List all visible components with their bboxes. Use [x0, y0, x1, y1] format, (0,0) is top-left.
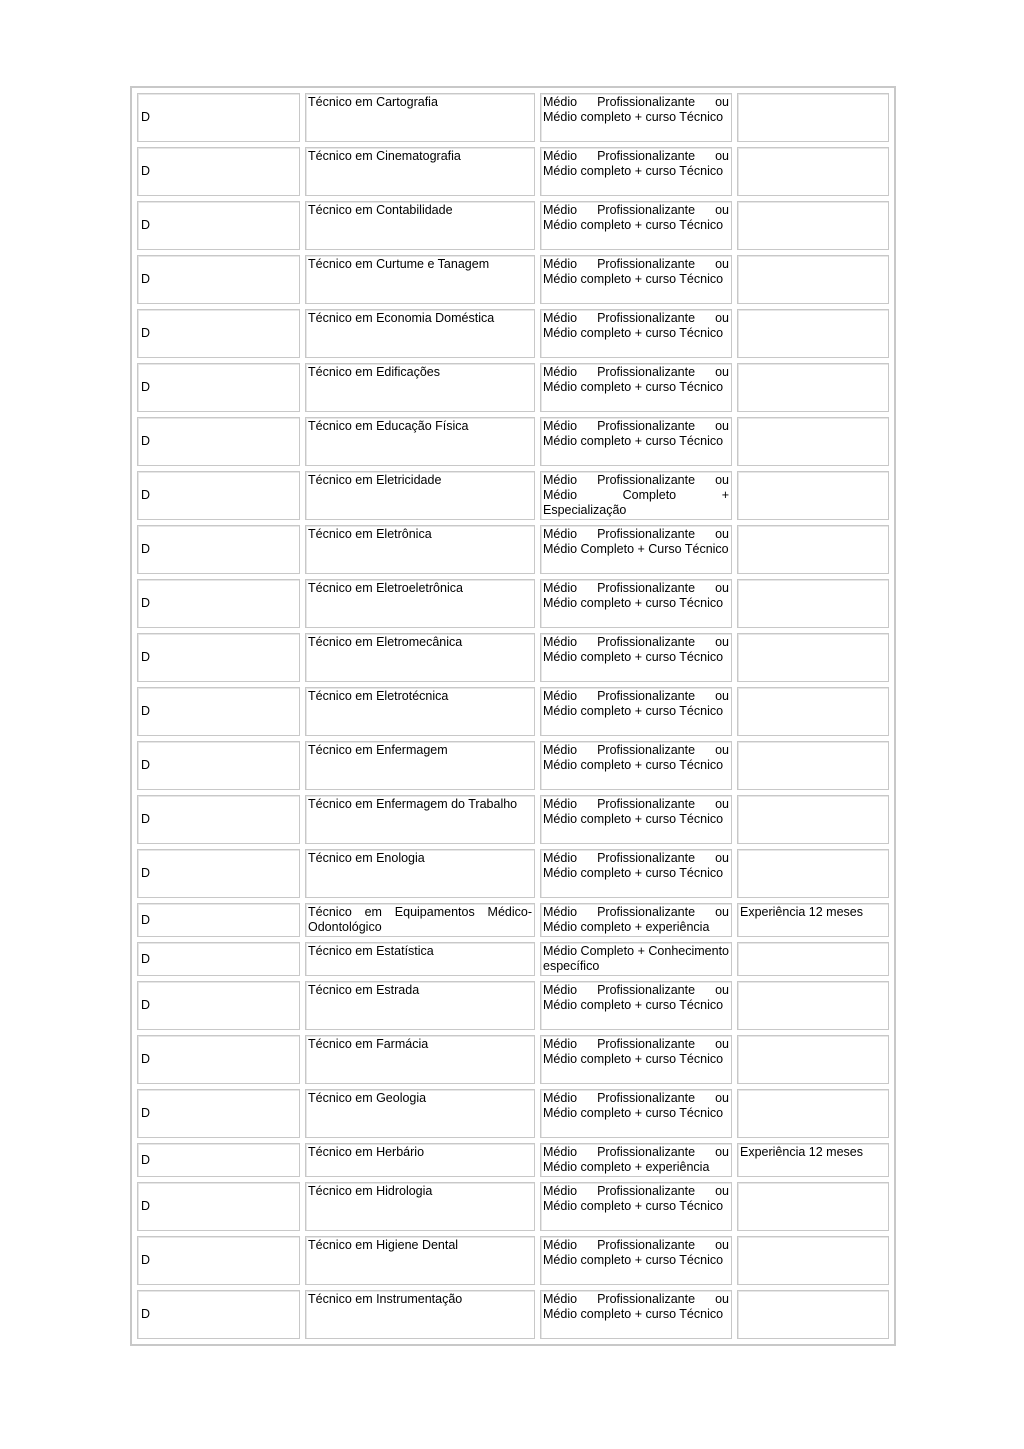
- level-cell: D: [137, 849, 300, 898]
- table-row: [137, 903, 889, 937]
- table-row: [137, 1236, 889, 1285]
- requirement-cell: Médio Profissionalizante ou Médio Completo + Especialização: [540, 471, 732, 520]
- level-cell: D: [137, 93, 300, 142]
- experience-cell: [737, 633, 889, 682]
- course-name-cell: Técnico em Hidrologia: [305, 1182, 535, 1231]
- requirement-cell: Médio Profissionalizante ou Médio completo + experiência: [540, 1143, 732, 1177]
- requirement-cell: Médio Profissionalizante ou Médio completo + curso Técnico: [540, 633, 732, 682]
- course-name-cell: Técnico em Eletromecânica: [305, 633, 535, 682]
- course-name-cell: Técnico em Herbário: [305, 1143, 535, 1177]
- experience-cell: [737, 471, 889, 520]
- experience-cell: [737, 363, 889, 412]
- table-row: [137, 201, 889, 250]
- positions-table: [130, 86, 896, 1346]
- table-row: [137, 525, 889, 574]
- table-row: [137, 795, 889, 844]
- course-name-cell: Técnico em Estrada: [305, 981, 535, 1030]
- level-cell: D: [137, 201, 300, 250]
- course-name-cell: Técnico em Eletroeletrônica: [305, 579, 535, 628]
- level-cell: D: [137, 795, 300, 844]
- table-row: [137, 147, 889, 196]
- requirement-cell: Médio Profissionalizante ou Médio completo + curso Técnico: [540, 363, 732, 412]
- level-cell: D: [137, 1182, 300, 1231]
- experience-cell: [737, 795, 889, 844]
- course-name-cell: Técnico em Higiene Dental: [305, 1236, 535, 1285]
- course-name-cell: Técnico em Instrumentação: [305, 1290, 535, 1339]
- level-cell: D: [137, 981, 300, 1030]
- course-name-cell: Técnico em Enfermagem: [305, 741, 535, 790]
- requirement-cell: Médio Profissionalizante ou Médio completo + curso Técnico: [540, 417, 732, 466]
- course-name-cell: Técnico em Cinematografia: [305, 147, 535, 196]
- experience-cell: [737, 741, 889, 790]
- level-cell: D: [137, 417, 300, 466]
- course-name-cell: Técnico em Eletrotécnica: [305, 687, 535, 736]
- table-row: [137, 417, 889, 466]
- level-cell: D: [137, 147, 300, 196]
- course-name-cell: Técnico em Edificações: [305, 363, 535, 412]
- requirement-cell: Médio Profissionalizante ou Médio completo + curso Técnico: [540, 579, 732, 628]
- requirement-cell: Médio Profissionalizante ou Médio completo + curso Técnico: [540, 1089, 732, 1138]
- level-cell: D: [137, 903, 300, 937]
- course-name-cell: Técnico em Eletricidade: [305, 471, 535, 520]
- level-cell: D: [137, 363, 300, 412]
- table-row: [137, 1182, 889, 1231]
- table-row: [137, 363, 889, 412]
- level-cell: D: [137, 1236, 300, 1285]
- level-cell: D: [137, 633, 300, 682]
- experience-cell: [737, 1089, 889, 1138]
- experience-cell: [737, 1236, 889, 1285]
- level-cell: D: [137, 1290, 300, 1339]
- experience-cell: [737, 309, 889, 358]
- course-name-cell: Técnico em Curtume e Tanagem: [305, 255, 535, 304]
- requirement-cell: Médio Profissionalizante ou Médio completo + curso Técnico: [540, 147, 732, 196]
- experience-cell: [737, 255, 889, 304]
- experience-cell: Experiência 12 meses: [737, 903, 889, 937]
- requirement-cell: Médio Profissionalizante ou Médio completo + curso Técnico: [540, 687, 732, 736]
- experience-cell: [737, 417, 889, 466]
- course-name-cell: Técnico em Estatística: [305, 942, 535, 976]
- level-cell: D: [137, 1089, 300, 1138]
- level-cell: D: [137, 1143, 300, 1177]
- experience-cell: [737, 201, 889, 250]
- table-row: [137, 255, 889, 304]
- experience-cell: [737, 1035, 889, 1084]
- table-row: [137, 1143, 889, 1177]
- experience-cell: [737, 1182, 889, 1231]
- level-cell: D: [137, 942, 300, 976]
- requirement-cell: Médio Profissionalizante ou Médio Completo + Curso Técnico: [540, 525, 732, 574]
- table-row: [137, 471, 889, 520]
- level-cell: D: [137, 255, 300, 304]
- requirement-cell: Médio Profissionalizante ou Médio completo + curso Técnico: [540, 849, 732, 898]
- course-name-cell: Técnico em Contabilidade: [305, 201, 535, 250]
- course-name-cell: Técnico em Geologia: [305, 1089, 535, 1138]
- experience-cell: [737, 147, 889, 196]
- experience-cell: [737, 93, 889, 142]
- experience-cell: [737, 981, 889, 1030]
- level-cell: D: [137, 579, 300, 628]
- experience-cell: [737, 942, 889, 976]
- requirement-cell: Médio Profissionalizante ou Médio completo + curso Técnico: [540, 309, 732, 358]
- experience-cell: [737, 579, 889, 628]
- requirement-cell: Médio Profissionalizante ou Médio completo + curso Técnico: [540, 741, 732, 790]
- experience-cell: Experiência 12 meses: [737, 1143, 889, 1177]
- requirement-cell: Médio Profissionalizante ou Médio completo + curso Técnico: [540, 1290, 732, 1339]
- level-cell: D: [137, 525, 300, 574]
- requirement-cell: Médio Profissionalizante ou Médio completo + curso Técnico: [540, 981, 732, 1030]
- table-row: [137, 849, 889, 898]
- table-row: [137, 309, 889, 358]
- level-cell: D: [137, 687, 300, 736]
- requirement-cell: Médio Profissionalizante ou Médio completo + curso Técnico: [540, 1236, 732, 1285]
- requirement-cell: Médio Completo + Conhecimento específico: [540, 942, 732, 976]
- requirement-cell: Médio Profissionalizante ou Médio completo + curso Técnico: [540, 1035, 732, 1084]
- table-row: [137, 1290, 889, 1339]
- requirement-cell: Médio Profissionalizante ou Médio completo + curso Técnico: [540, 795, 732, 844]
- course-name-cell: Técnico em Farmácia: [305, 1035, 535, 1084]
- table-row: [137, 687, 889, 736]
- experience-cell: [737, 849, 889, 898]
- level-cell: D: [137, 1035, 300, 1084]
- requirement-cell: Médio Profissionalizante ou Médio completo + curso Técnico: [540, 201, 732, 250]
- table-row: [137, 942, 889, 976]
- requirement-cell: Médio Profissionalizante ou Médio completo + curso Técnico: [540, 93, 732, 142]
- level-cell: D: [137, 471, 300, 520]
- experience-cell: [737, 687, 889, 736]
- requirement-cell: Médio Profissionalizante ou Médio completo + curso Técnico: [540, 255, 732, 304]
- course-name-cell: Técnico em Equipamentos Médico-Odontológico: [305, 903, 535, 937]
- course-name-cell: Técnico em Cartografia: [305, 93, 535, 142]
- experience-cell: [737, 1290, 889, 1339]
- course-name-cell: Técnico em Enologia: [305, 849, 535, 898]
- course-name-cell: Técnico em Educação Física: [305, 417, 535, 466]
- course-name-cell: Técnico em Economia Doméstica: [305, 309, 535, 358]
- table-row: [137, 1035, 889, 1084]
- table-row: [137, 981, 889, 1030]
- course-name-cell: Técnico em Eletrônica: [305, 525, 535, 574]
- requirement-cell: Médio Profissionalizante ou Médio completo + curso Técnico: [540, 1182, 732, 1231]
- table-row: [137, 579, 889, 628]
- positions-table-body: [137, 93, 889, 1339]
- table-row: [137, 633, 889, 682]
- table-row: [137, 1089, 889, 1138]
- table-row: [137, 741, 889, 790]
- table-row: [137, 93, 889, 142]
- level-cell: D: [137, 741, 300, 790]
- experience-cell: [737, 525, 889, 574]
- course-name-cell: Técnico em Enfermagem do Trabalho: [305, 795, 535, 844]
- level-cell: D: [137, 309, 300, 358]
- requirement-cell: Médio Profissionalizante ou Médio completo + experiência: [540, 903, 732, 937]
